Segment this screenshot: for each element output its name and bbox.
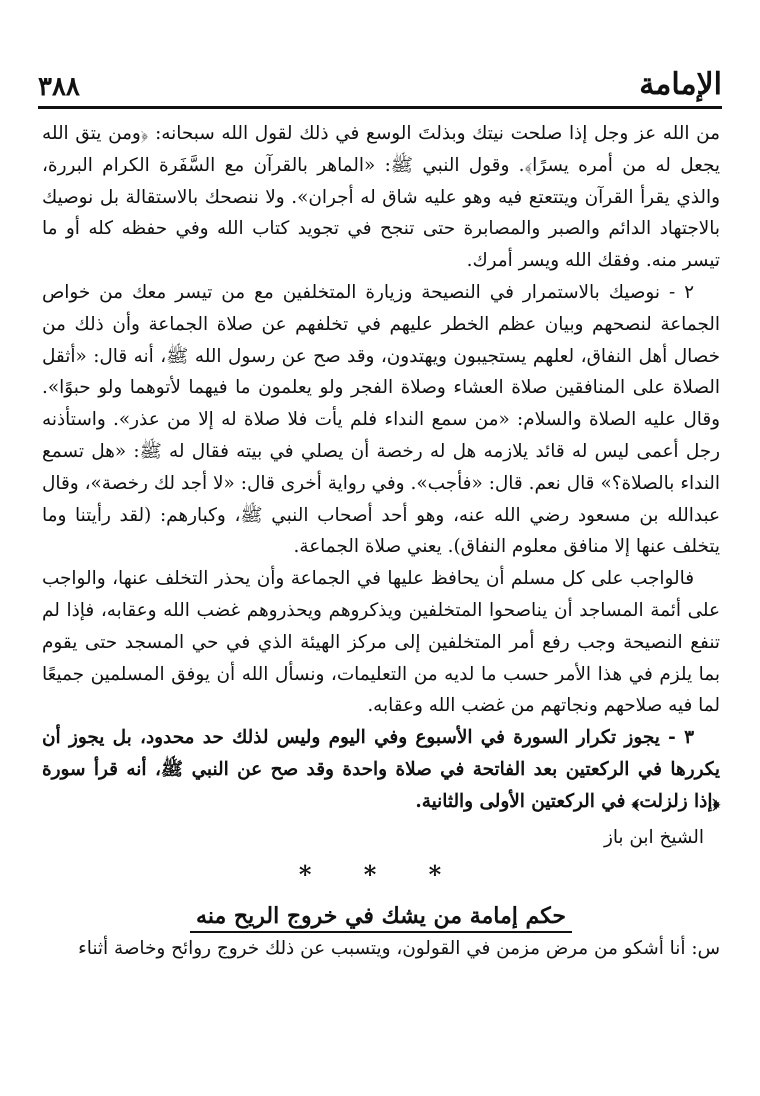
paragraph-point-3: ٣ - يجوز تكرار السورة في الأسبوع وفي اليوم وليس لذلك حد محدود، بل يجوز أن يكررها في الركعتين بعد الفاتحة في صلاة واحدة وقد صح عن النبي ﷺ، أنه قرأ سورة ﴿إذا زلزلت﴾ في الركعتين الأولى والثانية. (42, 727, 720, 812)
page-body (42, 118, 720, 965)
page-header (38, 58, 722, 109)
paragraph-obligation: فالواجب على كل مسلم أن يحافظ عليها في الجماعة وأن يحذر التخلف عنها، والواجب على أئمة المساجد أن يناصحوا المتخلفين ويذكروهم ويحذروهم غضب الله وعقابه، فإذا لم تنفع النصيحة وجب رفع أمر المتخلفين إلى مركز الهيئة الذي في حي المسجد حتى يقوم بما يلزم في هذا الأمر حسب ما لديه من التعليمات، ونسأل الله أن يوفق المسلمين جميعًا لما فيه صلاحهم ونجاتهم من غضب الله وعقابه. (42, 568, 720, 717)
running-title: الإمامة (639, 67, 722, 102)
section-title (42, 901, 720, 933)
page-number: ٣٨٨ (38, 72, 80, 102)
author-signature: الشيخ ابن باز (603, 826, 704, 848)
paragraph-point-2: ٢ - نوصيك بالاستمرار في النصيحة وزيارة المتخلفين مع من تيسر معك من خواص الجماعة لنصحهم وبيان عظم الخطر عليهم في تخلفهم عن صلاة الجماعة وأن ذلك من خصال أهل النفاق، لعلهم يستجيبون ويهتدون، وقد صح عن رسول الله ﷺ، أنه قال: «أثقل الصلاة على المنافقين صلاة العشاء وصلاة الفجر ولو يعلمون ما فيهما لأتوهما ولو حبوًا». وقال عليه الصلاة والسلام: «من سمع النداء فلم يأت فلا صلاة له إلا من عذر». واستأذنه رجل أعمى ليس له قائد يلازمه هل له رخصة أن يصلي في بيته فقال له ﷺ: «هل تسمع النداء بالصلاة؟» قال نعم. قال: «فأجب». وفي رواية أخرى قال: «لا أجد لك رخصة»، وقال عبدالله بن مسعود رضي الله عنه، وهو أحد أصحاب النبي ﷺ، وكبارهم: (لقد رأيتنا وما يتخلف عنها إلا منافق معلوم النفاق). يعني صلاة الجماعة. (42, 281, 720, 558)
paragraph-continuation: من الله عز وجل إذا صلحت نيتك وبذلتَ الوسع في ذلك لقول الله سبحانه: ﴿ومن يتق الله يجعل له من أمره يسرًا﴾. وقول النبي ﷺ: «الماهر بالقرآن مع السَّفَرة الكرام البررة، والذي يقرأ القرآن ويتتعتع فيه وهو عليه شاق له أجران». ولا ننصحك بالاستقالة بل نوصيك بالاجتهاد الدائم والصبر والمصابرة حتى تنجح في تجويد كتاب الله وفي حفظه كله أو ما تيسر منه. وفقك الله ويسر أمرك. (42, 123, 720, 272)
section-title-text: حكم إمامة من يشك في خروج الريح منه (190, 903, 572, 933)
question-text: س: أنا أشكو من مرض مزمن في القولون، ويتسبب عن ذلك خروج روائح وخاصة أثناء (78, 937, 720, 959)
section-separator: * * * (298, 860, 464, 890)
